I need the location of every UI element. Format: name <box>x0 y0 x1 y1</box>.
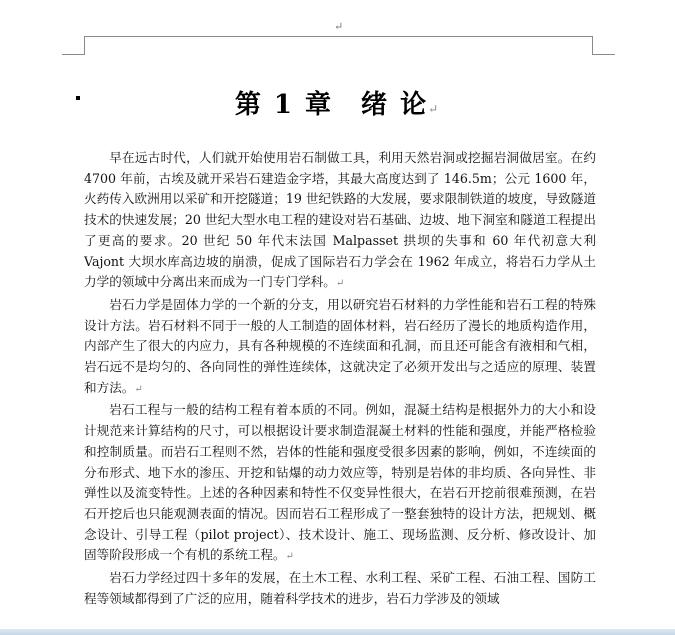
paragraph-mark: ↵ <box>285 551 294 563</box>
paragraph-text: 岩石力学是固体力学的一个新的分支，用以研究岩石材料的力学性能和岩石工程的特殊设计方法。岩石材料不同于一般的人工制造的固体材料，岩石经历了漫长的地质构造作用，内部产生了很大的内应力，具有各种规模的不连续面和孔洞，而且还可能含有液相和气相，岩石远不是均匀的、各向同性的弹性连续体，这就决定了必须开发出与之适应的原理、装置和方法。 <box>84 296 596 395</box>
paragraph-text: 岩石力学经过四十多年的发展，在土木工程、水利工程、采矿工程、石油工程、国防工程等领域都得到了广泛的应用，随着科学技术的进步，岩石力学涉及的领域 <box>84 570 596 606</box>
document-body[interactable] <box>84 148 596 611</box>
paragraph[interactable] <box>84 568 596 611</box>
paragraph[interactable] <box>84 400 596 568</box>
header-line <box>84 36 592 37</box>
paragraph-mark: ↵ <box>134 383 143 395</box>
header-paragraph-mark: ↵ <box>334 20 344 33</box>
paragraph[interactable] <box>84 295 596 401</box>
paragraph-text: 岩石工程与一般的结构工程有着本质的不同。例如，混凝土结构是根据外力的大小和设计规范来计算结构的尺寸，可以根据设计要求制造混凝土材料的性能和强度，并能严格检验和控制质量。而岩石工程则不然，岩体的性能和强度受很多因素的影响，例如，不连续面的分布形式、地下水的渗压、开挖和钻爆的动力效应等，特别是岩体的非均质、各向异性、非弹性以及流变特性。上述的各种因素和特性不仅变异性很大，在岩石开挖前很难预测，在岩石开挖后也只能观测表面的情况。因而岩石工程形成了一整套独特的设计方法，把规划、概念设计、引导工程（pilot project）、技术设计、施工、现场监测、反分析、修改设计、加固等阶段形成一个有机的系统工程。 <box>84 402 596 563</box>
chapter-title-text: 第 1 章 绪 论 <box>234 90 429 120</box>
paragraph[interactable] <box>84 148 596 295</box>
paragraph-text: 早在远古时代，人们就开始使用岩石制做工具，利用天然岩洞或挖掘岩洞做居室。在约 4700 年前，古埃及就开采岩石建造金字塔，其最大高度达到了 146.5m；公元 1600 年，火药传入欧洲用以采矿和开挖隧道；19 世纪铁路的大发展，要求限制铁道的坡度，导致隧道技术的快速发展；20 世纪大型水电工程的建设对岩石基础、边坡、地下洞室和隧道工程提出了更高的要求。20 世纪 50 年代末法国 Malpasset 拱坝的失事和 60 年代初意大利 Vajont 大坝水库高边坡的崩溃，促成了国际岩石力学会在 1962 年成立，将岩石力学从土力学的领域中分离出来而成为一门专门学科。 <box>84 150 596 290</box>
paragraph-mark: ↵ <box>335 278 345 290</box>
crop-mark-left <box>62 36 85 55</box>
window-bottom-bar <box>0 629 675 635</box>
chapter-title[interactable] <box>0 84 675 121</box>
crop-mark-right <box>592 36 615 55</box>
title-paragraph-mark: ↵ <box>428 102 441 116</box>
